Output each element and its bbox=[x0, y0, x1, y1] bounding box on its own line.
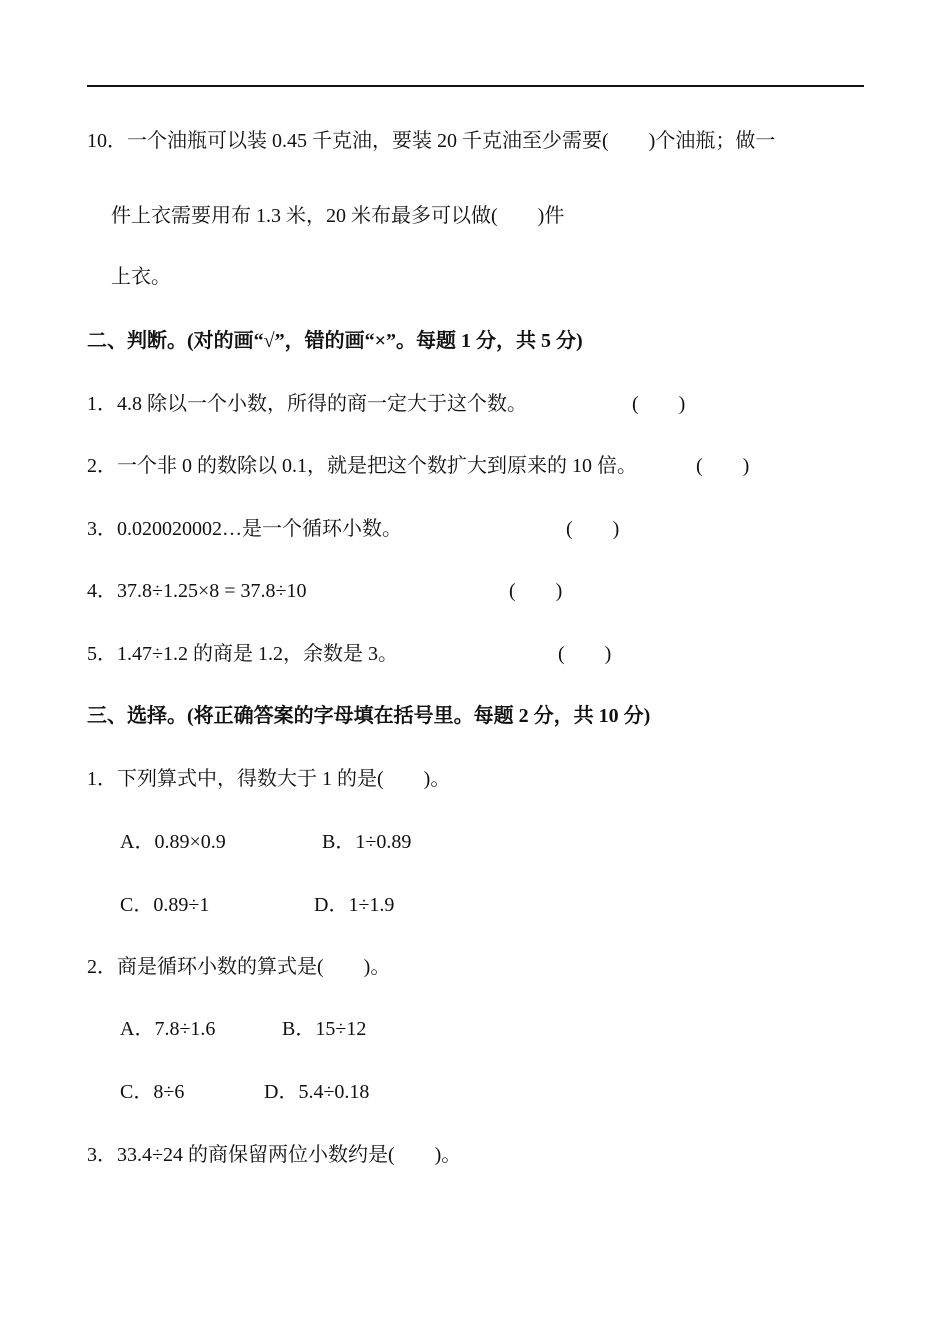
judge-item-2: 2．一个非 0 的数除以 0.1，就是把这个数扩大到原来的 10 倍。 bbox=[87, 455, 637, 477]
choice-q2-option-b: B．15÷12 bbox=[282, 1018, 367, 1040]
choice-q1-stem: 1．下列算式中，得数大于 1 的是( )。 bbox=[87, 768, 451, 790]
choice-q3-stem: 3．33.4÷24 的商保留两位小数约是( )。 bbox=[87, 1144, 462, 1166]
judge-item-3: 3．0.020020002…是一个循环小数。 bbox=[87, 518, 402, 540]
choice-q2-stem: 2．商是循环小数的算式是( )。 bbox=[87, 956, 391, 978]
top-rule bbox=[87, 85, 864, 87]
judge-bracket-1: ( ) bbox=[632, 393, 686, 415]
q10-line2: 件上衣需要用布 1.3 米，20 米布最多可以做( )件 bbox=[111, 205, 565, 227]
judge-item-4: 4．37.8÷1.25×8 = 37.8÷10 bbox=[87, 580, 307, 602]
choice-q1-option-b: B．1÷0.89 bbox=[322, 831, 412, 853]
judge-bracket-4: ( ) bbox=[509, 580, 563, 602]
judge-bracket-3: ( ) bbox=[566, 518, 620, 540]
choice-q2-option-a: A．7.8÷1.6 bbox=[120, 1018, 216, 1040]
judge-item-1: 1．4.8 除以一个小数，所得的商一定大于这个数。 bbox=[87, 393, 527, 415]
judge-bracket-5: ( ) bbox=[558, 643, 612, 665]
choice-q1-option-c: C．0.89÷1 bbox=[120, 894, 210, 916]
choice-q2-option-c: C．8÷6 bbox=[120, 1081, 185, 1103]
judge-bracket-2: ( ) bbox=[696, 455, 750, 477]
judge-item-5: 5．1.47÷1.2 的商是 1.2，余数是 3。 bbox=[87, 643, 398, 665]
section3-heading: 三、选择。(将正确答案的字母填在括号里。每题 2 分，共 10 分) bbox=[87, 705, 651, 727]
choice-q2-option-d: D．5.4÷0.18 bbox=[264, 1081, 370, 1103]
q10-line3: 上衣。 bbox=[111, 266, 171, 288]
section2-heading: 二、判断。(对的画“√”，错的画“×”。每题 1 分，共 5 分) bbox=[87, 330, 583, 352]
q10-line1: 10．一个油瓶可以装 0.45 千克油，要装 20 千克油至少需要( )个油瓶；做一 bbox=[87, 130, 776, 152]
choice-q1-option-a: A．0.89×0.9 bbox=[120, 831, 226, 853]
choice-q1-option-d: D．1÷1.9 bbox=[314, 894, 395, 916]
